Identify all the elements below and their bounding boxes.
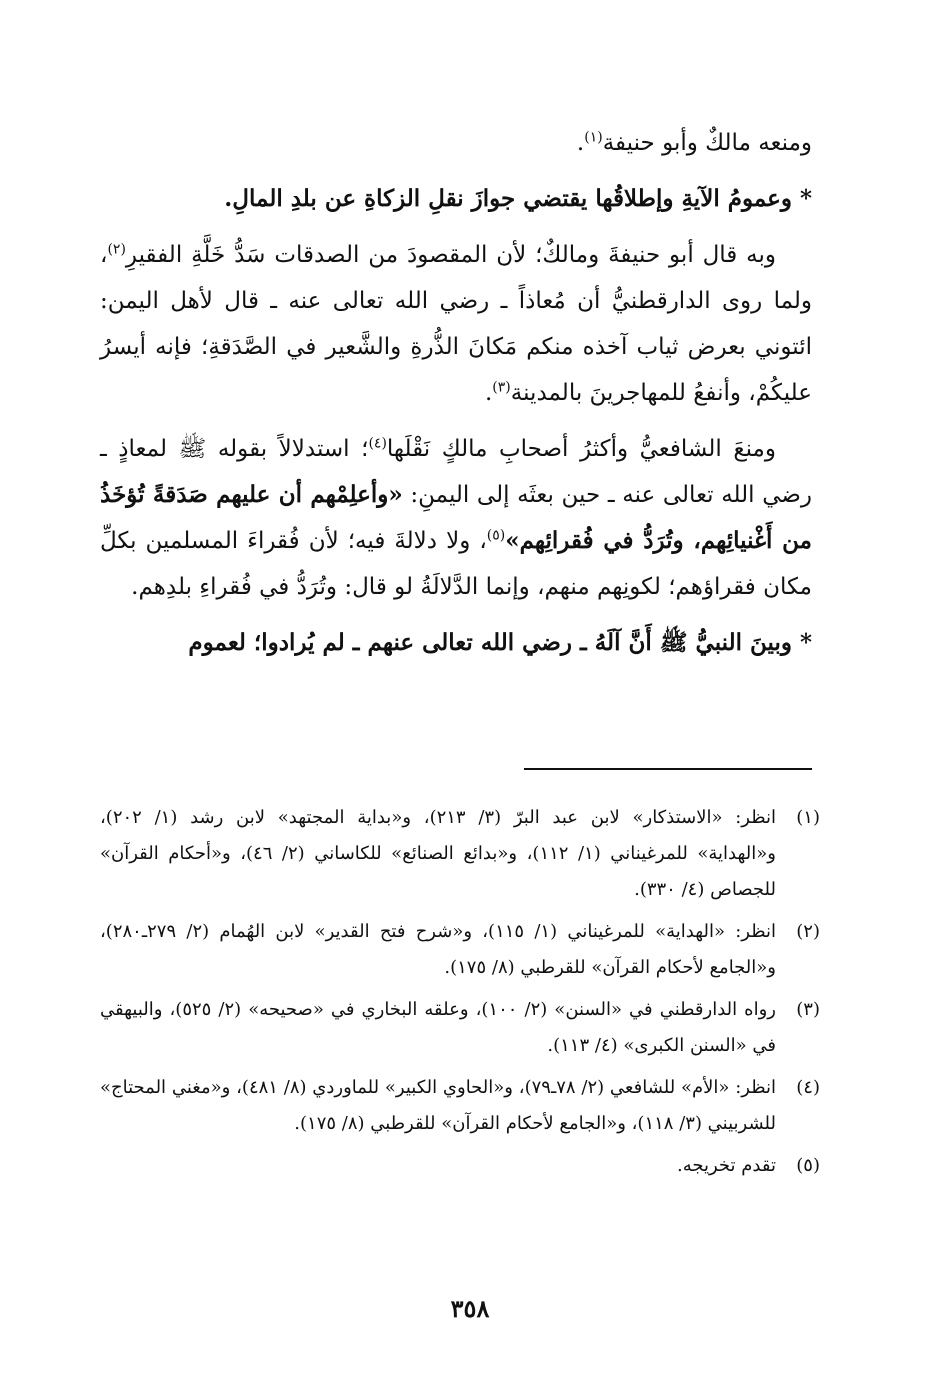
paragraph-3-text-b: ؛ استدلالاً بقوله ﷺ لمعاذٍ ـ رضي الله تعالى عنه ـ حين بعثَه إلى اليمنِ: [100,436,812,508]
paragraph-2-text-b: ، ولما روى الدارقطنيُّ أن مُعاذاً ـ رضي الله تعالى عنه ـ قال لأهل اليمن: ائتوني بعرض ثياب آخذه منكم مَكانَ الذُّرةِ والشَّعير في الصَّدَقةِ؛ فإنه أيسرُ عليكُمْ، وأنفعُ للمهاجرينَ بالمدينة [100,242,812,406]
footnote-text: تقدم تخريجه. [677,1155,776,1176]
footnote-text: انظر: «الأم» للشافعي (٢/ ٧٨ـ٧٩)، و«الحاوي الكبير» للماوردي (٨/ ٤٨١)، و«مغني المحتاج» للشربيني (٣/ ١١٨)، و«الجامع لأحكام القرآن» للقرطبي (٨/ ١٧٥). [100,1077,776,1134]
paragraph-1 [100,120,812,166]
paragraph-1-text: ومنعه مالكٌ وأبو حنيفة [602,130,812,156]
footnote-divider [524,768,812,770]
footnote-item [100,1070,820,1142]
heading-2: * وبينَ النبيُّ ﷺ أَنَّ آلَهُ ـ رضي الله تعالى عنهم ـ لم يُرادوا؛ لعموم [188,629,812,656]
footnote-text: رواه الدارقطني في «السنن» (٢/ ١٠٠)، وعلقه البخاري في «صحيحه» (٢/ ٥٢٥)، والبيهقي في «السنن الكبرى» (٤/ ١١٣). [100,999,777,1056]
footnote-number: (١) [796,807,820,828]
footnote-item [100,914,820,986]
footnote-number: (٣) [796,999,820,1020]
hadith-quote: «وأعلِمْهم أن عليهم صَدَقةً تُؤخَذُ من أَغْنيائِهم، وتُرَدُّ في فُقرائِهم» [100,481,812,554]
footnote-number: (٢) [796,921,820,942]
main-text [100,120,812,676]
paragraph-2-end: . [484,380,493,406]
paragraph-2 [100,232,812,416]
footnote-item [100,992,820,1064]
footnote-ref-2: (٢) [107,241,126,258]
paragraph-3-text-c: ، ولا دلالةَ فيه؛ لأن فُقراءَ المسلمين بكلِّ مكان فقراؤهم؛ لكونِهم منهم، وإنما الدَّلالَةُ لو قال: وتُرَدُّ في فُقراءِ بلدِهم. [100,528,812,600]
heading-1: * وعمومُ الآيةِ وإطلاقُها يقتضي جوازَ نقلِ الزكاةِ عن بلدِ المالِ. [224,185,812,212]
footnote-text: انظر: «الهداية» للمرغيناني (١/ ١١٥)، و«شرح فتح القدير» لابن الهُمام (٢/ ٢٧٩ـ٢٨٠)، و«الجامع لأحكام القرآن» للقرطبي (٨/ ١٧٥). [100,921,777,978]
page-number: ٣٥٨ [450,1294,490,1323]
footnotes [100,800,820,1190]
footnote-number: (٤) [796,1077,820,1098]
paragraph-2-text-a: وبه قال أبو حنيفةَ ومالكٌ؛ لأن المقصودَ من الصدقات سَدُّ خَلَّةِ الفقيرِ [125,242,776,268]
footnote-item [100,1148,820,1184]
paragraph-3-text-a: ومنعَ الشافعيُّ وأكثرُ أصحابِ مالكٍ نَقْلَها [386,436,776,462]
footnote-ref-4: (٤) [368,435,387,452]
footnote-ref-5: (٥) [486,527,506,544]
footnote-text: انظر: «الاستذكار» لابن عبد البرّ (٣/ ٢١٣)، و«بداية المجتهد» لابن رشد (١/ ٢٠٢)، و«الهداية» للمرغيناني (١/ ١١٢)، و«بدائع الصنائع» للكاساني (٢/ ٤٦)، و«أحكام القرآن» للجصاص (٤/ ٣٣٠). [100,807,777,900]
paragraph-1-end: . [576,130,585,156]
footnote-number: (٥) [796,1155,820,1176]
paragraph-3 [100,426,812,610]
footnote-item [100,800,820,908]
footnote-ref-1: (١) [584,129,603,146]
footnote-ref-3: (٣) [492,379,511,396]
